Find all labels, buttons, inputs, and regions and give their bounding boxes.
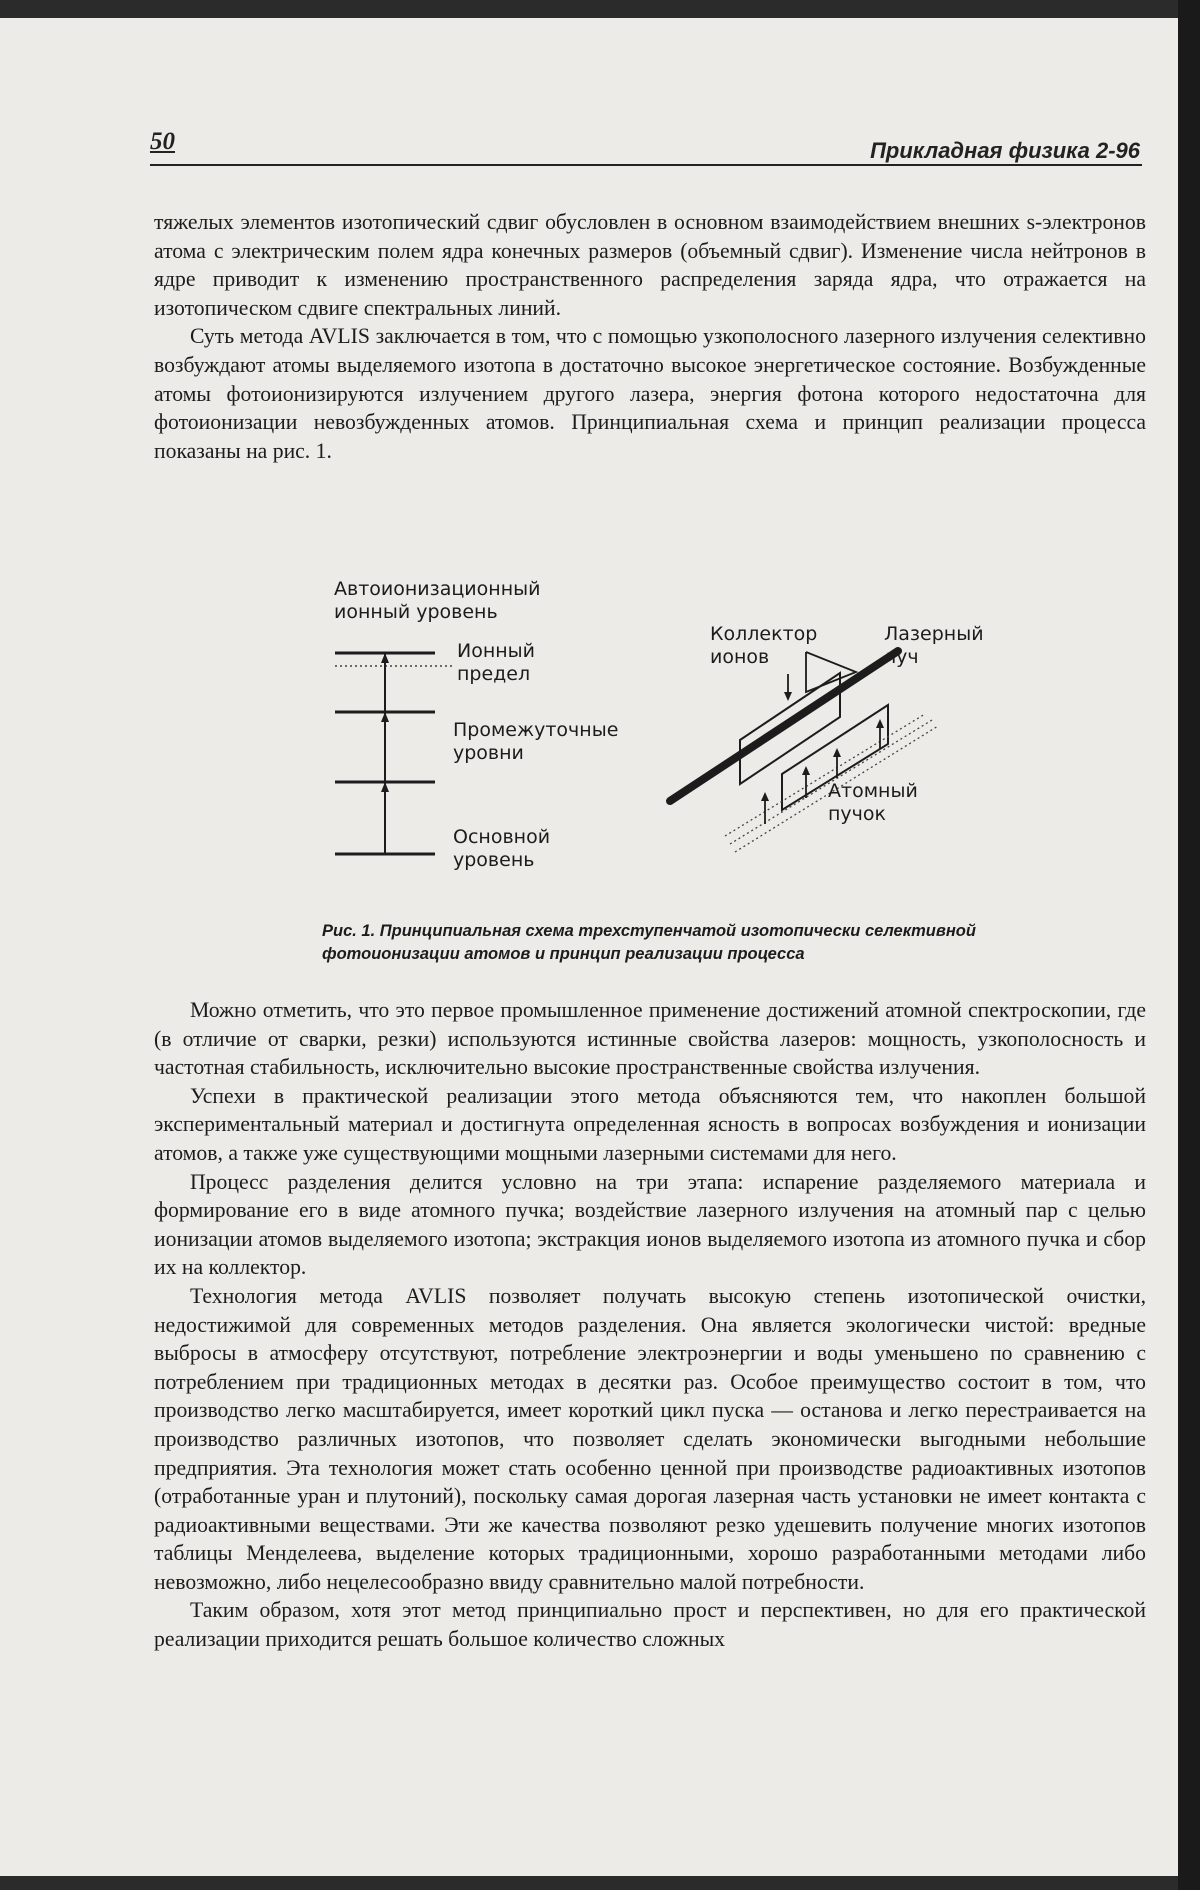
label-atomic-beam: Атомный пучок xyxy=(828,780,918,825)
atom-arrow-head-4 xyxy=(876,719,884,728)
figure-caption: Рис. 1. Принципиальная схема трехступенчатой изотопически селективной фотоионизации атомов и принцип реализации процесса xyxy=(322,922,976,963)
paragraph-stages: Процесс разделения делится условно на три этапа: испарение разделяемого материала и формирование его в виде атомного пучка; воздействие лазерного излучения на атомный пар с целью ионизации атомов выделяемого изотопа; экстракция ионов выделяемого изотопа из атомного пучка и сбор их на коллектор. xyxy=(154,1169,1146,1280)
page-header xyxy=(150,126,1142,166)
label-ion-limit: Ионный предел xyxy=(457,640,536,685)
bottom-text xyxy=(154,996,1146,1654)
label-laser-beam: Лазерный луч xyxy=(884,623,984,668)
paragraph-continuation: тяжелых элементов изотопический сдвиг обусловлен в основном взаимодействием внешних s-электронов атома с электрическим полем ядра конечных размеров (объемный сдвиг). Изменение числа нейтронов в ядре приводит к изменению пространственного распределения заряда ядра, что отражается на изотопическом сдвиге спектральных линий. xyxy=(154,210,1146,320)
journal-title: Прикладная физика 2-96 xyxy=(870,138,1140,163)
collector-leader-head xyxy=(784,692,792,701)
paragraph-conclusion: Таким образом, хотя этот метод принципиально прост и перспективен, но для его практической реализации приходится решать большое количество сложных xyxy=(154,1598,1146,1652)
paragraph-first-application: Можно отметить, что это первое промышленное применение достижений атомной спектроскопии, где (в отличие от сварки, резки) используются истинные свойства лазеров: мощность, узкополосность и частотная стабильность, исключительно высокие пространственные свойства излучения. xyxy=(154,998,1146,1080)
label-intermediate-levels: Промежуточные уровни xyxy=(453,719,619,764)
page-number: 50 xyxy=(150,128,175,155)
label-ground-level: Основной уровень xyxy=(453,826,551,871)
scan-edge xyxy=(1178,0,1200,1890)
collector-plate-front xyxy=(740,673,840,784)
atom-arrow-head-1 xyxy=(761,792,769,801)
paragraph-technology: Технология метода AVLIS позволяет получать высокую степень изотопической очистки, недостижимой для современных методов разделения. Она является экологически чистой: вредные выбросы в атмосферу отсутствуют, потребление электроэнергии и воды уменьшено по сравнению с потреблением при традиционных методах в десятки раз. Особое преимущество состоит в том, что производство легко масштабируется, имеет короткий цикл пуска — останова и легко перестраивается на производство различных изотопов, что позволяет сделать экономически выгодными небольшие предприятия. Эта технология может стать особенно ценной при производстве радиоактивных изотопов (отработанные уран и плутоний), поскольку самая дорогая лазерная часть установки не имеет контакта с радиоактивными веществами. Эти же качества позволяют резко удешевить получение многих изотопов таблицы Менделеева, выделение которых традиционными, хорошо разработанными методами либо невозможно, либо нецелесообразно ввиду сравнительно малой потребности. xyxy=(154,1283,1146,1594)
laser-beam-line xyxy=(670,651,898,801)
paragraph-avlis-essence: Суть метода AVLIS заключается в том, что с помощью узкополосного лазерного излучения селективно возбуждают атомы выделяемого изотопа в достаточно высокое энергетическое состояние. Возбужденные атомы фотоионизируются излучением другого лазера, энергия фотона которого недостаточна для фотоионизации невозбужденных атомов. Принципиальная схема и принцип реализации процесса показаны на рис. 1. xyxy=(154,324,1146,463)
top-text xyxy=(154,208,1146,465)
paragraph-success: Успехи в практической реализации этого метода объясняются тем, что накоплен большой экспериментальный материал и достигнута определенная ясность в вопросах возбуждения и ионизации атомов, а также уже существующими мощными лазерными системами для него. xyxy=(154,1083,1146,1165)
label-autoionization-level: Автоионизационный ионный уровень xyxy=(334,578,541,623)
atom-arrow-head-3 xyxy=(833,748,841,757)
label-ion-collector: Коллектор ионов xyxy=(710,623,818,668)
figure-1 xyxy=(320,568,1010,898)
atom-arrow-head-2 xyxy=(802,766,810,775)
